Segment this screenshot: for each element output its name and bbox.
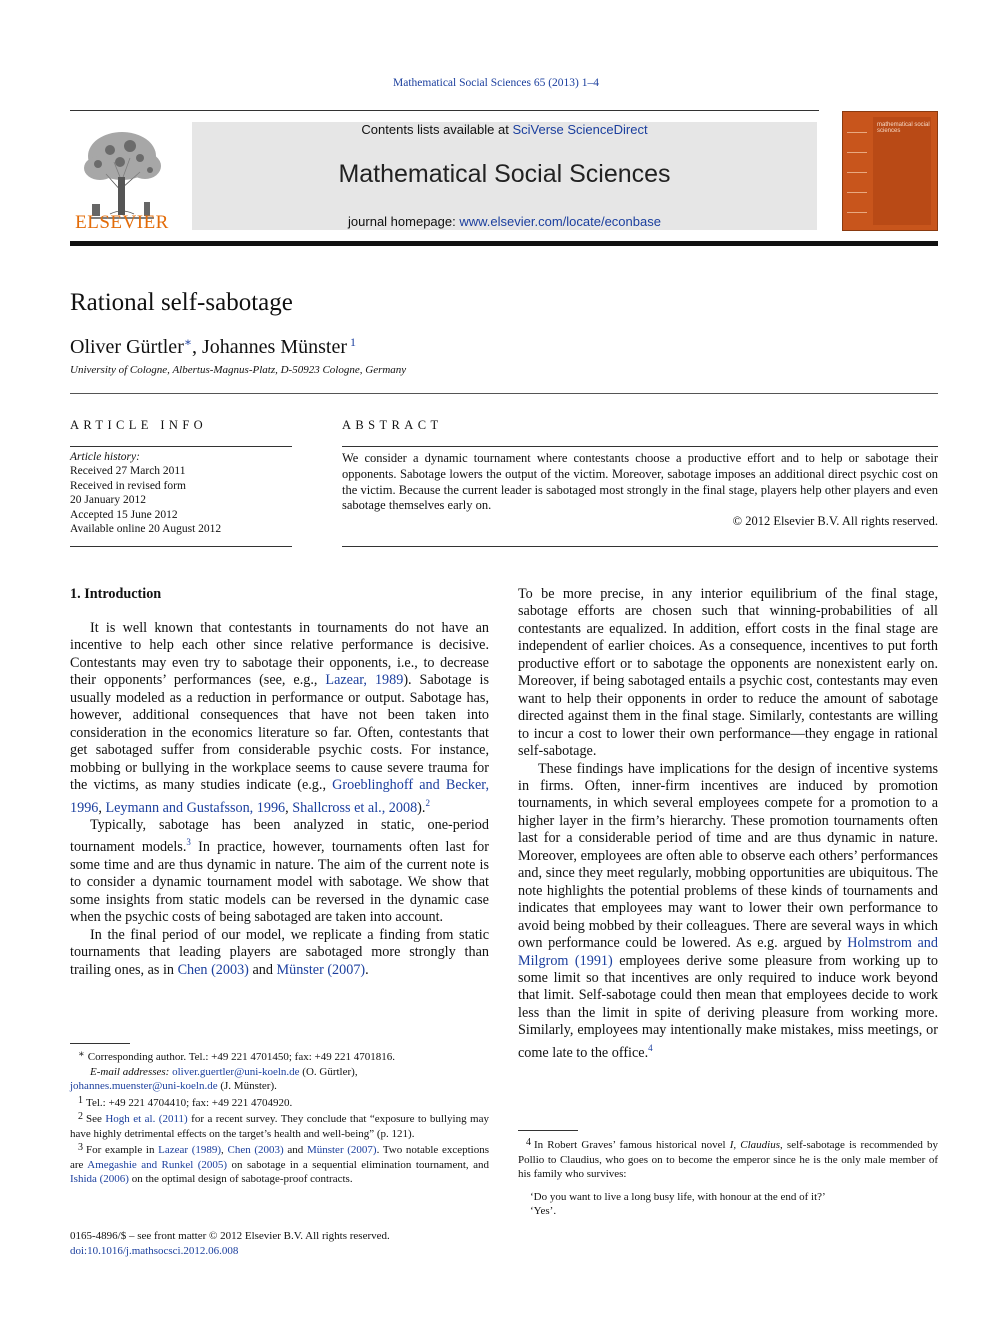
email-link[interactable]: oliver.guertler@uni-koeln.de: [172, 1065, 300, 1078]
article-title: Rational self-sabotage: [70, 289, 293, 316]
citation-link[interactable]: Chen (2003): [227, 1144, 284, 1156]
footnote: 2 See Hogh et al. (2011) for a recent survey. They conclude that “exposure to bullying may have highly detrimental effects on the target’s health and well-being” (p. 121).: [70, 1111, 489, 1140]
journal-masthead: [192, 122, 817, 230]
citation-link[interactable]: Amegashie and Runkel (2005): [87, 1158, 228, 1171]
corresponding-author-mark[interactable]: ∗: [183, 335, 193, 349]
abstract-copyright: © 2012 Elsevier B.V. All rights reserved.: [732, 514, 938, 528]
paragraph: To be more precise, in any interior equilibrium of the final stage, sabotage efforts are chosen such that winning-probabilities of all contestants are equalized. In addition, effort costs in the final stage are independent of earlier choices. As a consequence, incentives to put forth productive effort or to sabotage the opponents are nonexistent early on. Moreover, if being sabotaged entails a psychic cost, contestants may even want to help their opponents in order to reduce the amount of sabotage directed against them in the final stage. Similarly, contestants are willing to incur a cost to lower their own performance—they engage in rational self-sabotage.: [518, 586, 938, 760]
author-separator: ,: [192, 336, 203, 358]
footnote-mark: 2: [78, 1111, 83, 1122]
homepage-line: [192, 214, 817, 229]
footnote-rule: [518, 1130, 578, 1131]
journal-citation[interactable]: Mathematical Social Sciences 65 (2013) 1–4: [393, 77, 599, 89]
citation-link[interactable]: Münster (2007): [306, 1144, 377, 1156]
history-item: Received 27 March 2011: [70, 465, 186, 478]
footnote-mark: 1: [78, 1094, 83, 1106]
paragraph: Typically, sabotage has been analyzed in static, one-period tournament models.$^3$ In practice, however, tournaments often last for some time and are thus dynamic in nature. The aim of the current note is to consider a dynamic tournament model with sabotage. We show that some insights from static models can be reversed in the dynamic case when the psychic costs of being sabotaged are taken into account.: [70, 816, 490, 926]
footnote-mark: 4: [526, 1137, 531, 1148]
history-item: 20 January 2012: [70, 494, 147, 507]
footnote: E-mail addresses: oliver.guertler@uni-koeln.de (O. Gürtler),: [90, 1065, 358, 1078]
abstract-rule: [342, 446, 938, 447]
history-item: Accepted 15 June 2012: [70, 508, 178, 521]
homepage-link[interactable]: www.elsevier.com/locate/econbase: [459, 214, 661, 229]
header-rule: [70, 110, 819, 111]
cover-decoration: [847, 192, 867, 193]
article-info-rule: [70, 446, 292, 447]
footnote: ∗ Corresponding author. Tel.: +49 221 4701450; fax: +49 221 4701816.: [78, 1049, 395, 1063]
paragraph: These findings have implications for the design of incentive systems in firms. Often, inner-firm incentives are induced by promotion tournaments, in which several employees compete for a promotion to a higher layer in the firm’s hierarchy. These promotion tournaments often last for a considerable period of time and are thus dynamic in nature. Moreover, employees are often able to observe each others’ performances and, since they meet regularly, mobbing opportunities are ubiquitous. The note highlights the potential problems of these kinds of tournaments and indicates that employees may want to lower their own performance to avoid being mobbed by their colleagues. There are several ways in which own performance could be lowered. As e.g. argued by Holmstrom and Milgrom (1991) employees derive some pleasure from working up to some limit so that incentives are only required to induce work beyond that limit. Self-sabotage could then mean that employees decide to work less than the limit in spite of deriving pleasure from working more. Similarly, employees may intentionally make mistakes, miss meetings, or come late to the office.$^4$: [518, 760, 938, 1061]
elsevier-wordmark: ELSEVIER: [75, 212, 169, 233]
author-name: Oliver Gürtler: [70, 336, 184, 358]
citation-link[interactable]: Lazear (1989): [158, 1144, 222, 1156]
citation-link[interactable]: Ishida (2006): [70, 1173, 129, 1185]
footnote-ref[interactable]: 4: [648, 1042, 653, 1053]
footnote-ref[interactable]: 2: [425, 797, 430, 808]
quote-line: ‘Do you want to live a long busy life, with honour at the end of it?’: [530, 1190, 826, 1203]
citation-link[interactable]: Münster (2007): [276, 961, 366, 978]
footnotes-right: [518, 1136, 938, 1219]
affiliation-rule: [70, 393, 938, 394]
front-matter-info: [70, 1229, 390, 1258]
footnote: johannes.muenster@uni-koeln.de (J. Münster).: [70, 1080, 277, 1092]
article-info-bottom-rule: [70, 546, 292, 547]
paragraph: It is well known that contestants in tournaments do not have an incentive to help each other since relative performance is decisive. Contestants may even try to sabotage their opponents, i.e., to decrease their opponents’ performances (see, e.g., Lazear, 1989). Sabotage is usually modeled as a reduction in performance or output. Sabotage has, however, additional consequences that have not been taken into consideration in the economics literature so far. Often, contestants that get sabotaged suffer from considerable psychic costs. For instance, mobbing or bullying in the workplace seems to cause severe trauma for the victims, as many studies indicate (e.g., Groeblinghoff and Becker, 1996, Leymann and Gustafsson, 1996, Shallcross et al., 2008).$^2$: [70, 620, 490, 816]
contents-line: [192, 122, 817, 137]
citation-link[interactable]: Lazear, 1989: [325, 672, 404, 689]
right-column: [518, 586, 938, 1062]
abstract-text: We consider a dynamic tournament where contestants choose a productive effort and to help or sabotage their opponents. Sabotage lowers the output of the victim. Moreover, sabotage imposes an additional direct psychic cost on the victim. Because the current leader is sabotaged most strongly in the final stage, players help other players and even sabotage themselves early on.: [342, 451, 938, 513]
email-label: E-mail addresses:: [90, 1065, 170, 1078]
footnote: 4 In Robert Graves’ famous historical novel I, Claudius, self-sabotage is recommended by Pollio to Claudius, who goes on to become the emperor since he is the only male member of his family who survives:: [518, 1137, 939, 1180]
history-item: Available online 20 August 2012: [70, 523, 222, 536]
cover-decoration: [847, 212, 867, 213]
footnotes-left: [70, 1048, 489, 1187]
citation-link[interactable]: Leymann and Gustafsson, 1996: [105, 799, 286, 816]
cover-decoration: [847, 132, 867, 133]
author-name: Johannes Münster: [202, 336, 347, 358]
article-info-heading: ARTICLE INFO: [70, 418, 208, 432]
footnote-mark: ∗: [78, 1049, 85, 1060]
footnote-rule: [70, 1043, 130, 1044]
doi-link[interactable]: doi:10.1016/j.mathsocsci.2012.06.008: [70, 1244, 239, 1257]
affiliation: University of Cologne, Albertus-Magnus-Platz, D-50923 Cologne, Germany: [70, 364, 407, 376]
author-list: [70, 335, 356, 359]
left-column: [70, 620, 489, 979]
homepage-prefix: journal homepage:: [348, 214, 460, 229]
history-item: Received in revised form: [70, 479, 186, 492]
article-history: [70, 450, 292, 536]
masthead-rule: [70, 241, 938, 246]
email-link[interactable]: johannes.muenster@uni-koeln.de: [70, 1080, 218, 1092]
footnote: 3 For example in Lazear (1989), Chen (2003) and Münster (2007). Two notable exceptions are Amegashie and Runkel (2005) on sabotage in a sequential elimination tournament, and Ishida (2006) on the optimal design of sabotage-proof contracts.: [70, 1142, 490, 1185]
section-heading-introduction: 1. Introduction: [70, 586, 162, 602]
abstract-bottom-rule: [342, 546, 938, 547]
footnote-mark: 3: [78, 1142, 83, 1153]
abstract-heading: ABSTRACT: [342, 418, 443, 432]
quote-line: ‘Yes’.: [530, 1205, 557, 1217]
citation-link[interactable]: Holmstrom and Milgrom (1991): [518, 935, 938, 969]
sciencedirect-link[interactable]: SciVerse ScienceDirect: [512, 122, 648, 137]
citation-link[interactable]: Groeblinghoff and Becker, 1996: [70, 777, 490, 816]
contents-prefix: Contents lists available at: [361, 122, 513, 137]
citation-link[interactable]: Hogh et al. (2011): [105, 1113, 188, 1125]
footnote-ref[interactable]: 3: [186, 837, 191, 848]
footnote: 1 Tel.: +49 221 4704410; fax: +49 221 4704920.: [78, 1094, 293, 1109]
cover-decoration: [847, 172, 867, 173]
citation-link[interactable]: Shallcross et al., 2008: [292, 799, 418, 816]
history-label: Article history:: [70, 451, 140, 463]
citation-link[interactable]: Chen (2003): [177, 961, 249, 978]
journal-name: Mathematical Social Sciences: [338, 160, 671, 188]
journal-cover-image: [842, 111, 938, 231]
book-title: I, Claudius: [729, 1139, 781, 1151]
author-footnote-mark[interactable]: 1: [350, 335, 356, 349]
cover-title: mathematical social sciences: [877, 122, 930, 134]
paragraph: In the final period of our model, we replicate a finding from static tournaments that leading players are sabotaged more strongly than trailing ones, as in Chen (2003) and Münster (2007).: [70, 926, 489, 978]
issn-line: 0165-4896/$ – see front matter © 2012 Elsevier B.V. All rights reserved.: [70, 1230, 390, 1242]
cover-decoration: [847, 152, 867, 153]
